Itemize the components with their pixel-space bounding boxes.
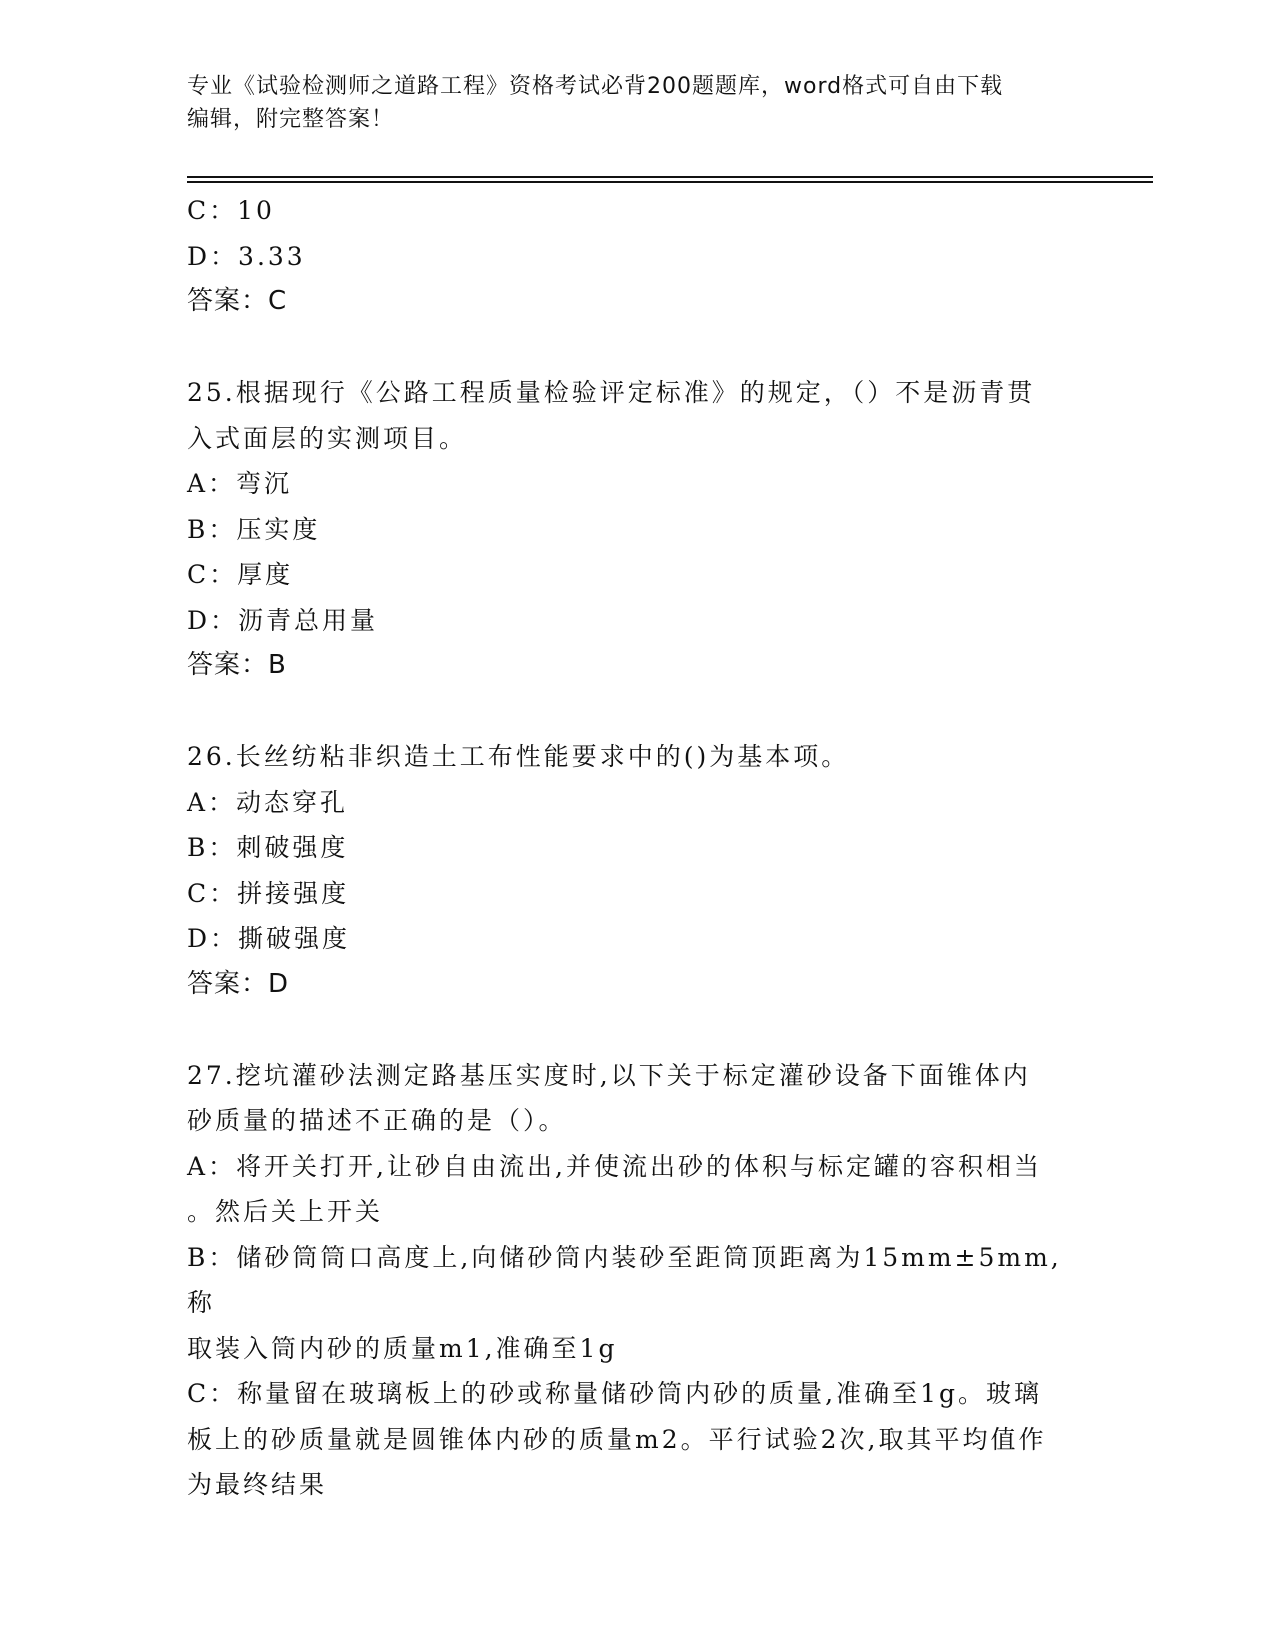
q27-option-b-line-1: B：储砂筒筒口高度上,向储砂筒内装砂至距筒顶距离为15mm±5mm,称 — [187, 1242, 1062, 1317]
header-line-2: 编辑，附完整答案！ — [187, 107, 395, 132]
q25-answer: 答案：B — [187, 650, 287, 680]
q26-stem: 26.长丝纺粘非织造土工布性能要求中的()为基本项。 — [187, 742, 850, 771]
answer-line: 答案：C — [187, 286, 288, 316]
q26-option-c: C：拼接强度 — [187, 878, 350, 908]
q25-stem-line-1: 25.根据现行《公路工程质量检验评定标准》的规定，（）不是沥青贯 — [187, 378, 1036, 407]
header-line-1: 专业《试验检测师之道路工程》资格考试必背200题题库，word格式可自由下载 — [187, 74, 1004, 99]
spacer — [187, 689, 1087, 735]
q27-stem-line-1: 27.挖坑灌砂法测定路基压实度时,以下关于标定灌砂设备下面锥体内 — [187, 1060, 1031, 1090]
q27-option-c-line-2: 板上的砂质量就是圆锥体内砂的质量m2。平行试验2次,取其平均值作 — [187, 1424, 1047, 1454]
q27-option-c-line-1: C：称量留在玻璃板上的砂或称量储砂筒内砂的质量,准确至1g。玻璃 — [187, 1379, 1042, 1408]
option-c: C：10 — [187, 196, 275, 225]
q25-option-b: B：压实度 — [187, 514, 321, 544]
q27-option-b-line-2: 取装入筒内砂的质量m1,准确至1g — [187, 1333, 618, 1363]
q25-option-c: C：厚度 — [187, 560, 294, 589]
spacer — [187, 1007, 1087, 1053]
q26-option-b: B：刺破强度 — [187, 833, 349, 862]
q26-option-d: D：撕破强度 — [187, 924, 351, 953]
q26-option-a: A：动态穿孔 — [187, 787, 349, 817]
option-d: D：3.33 — [187, 241, 306, 271]
q27-option-a-line-2: 。然后关上开关 — [187, 1197, 384, 1226]
q25-stem-line-2: 入式面层的实测项目。 — [187, 423, 468, 453]
spacer — [187, 325, 1087, 371]
header-rule-bottom — [187, 181, 1153, 183]
q25-option-a: A：弯沉 — [187, 469, 293, 498]
q25-option-d: D：沥青总用量 — [187, 605, 379, 635]
document-header — [187, 70, 1087, 136]
q27-option-c-line-3: 为最终结果 — [187, 1470, 328, 1499]
q26-answer: 答案：D — [187, 968, 290, 999]
q27-stem-line-2: 砂质量的描述不正确的是（）。 — [187, 1106, 567, 1135]
q27-option-a-line-1: A：将开关打开,让砂自由流出,并使流出砂的体积与标定罐的容积相当 — [187, 1151, 1042, 1181]
header-rule-top — [187, 176, 1153, 178]
question-content — [187, 188, 1087, 1508]
